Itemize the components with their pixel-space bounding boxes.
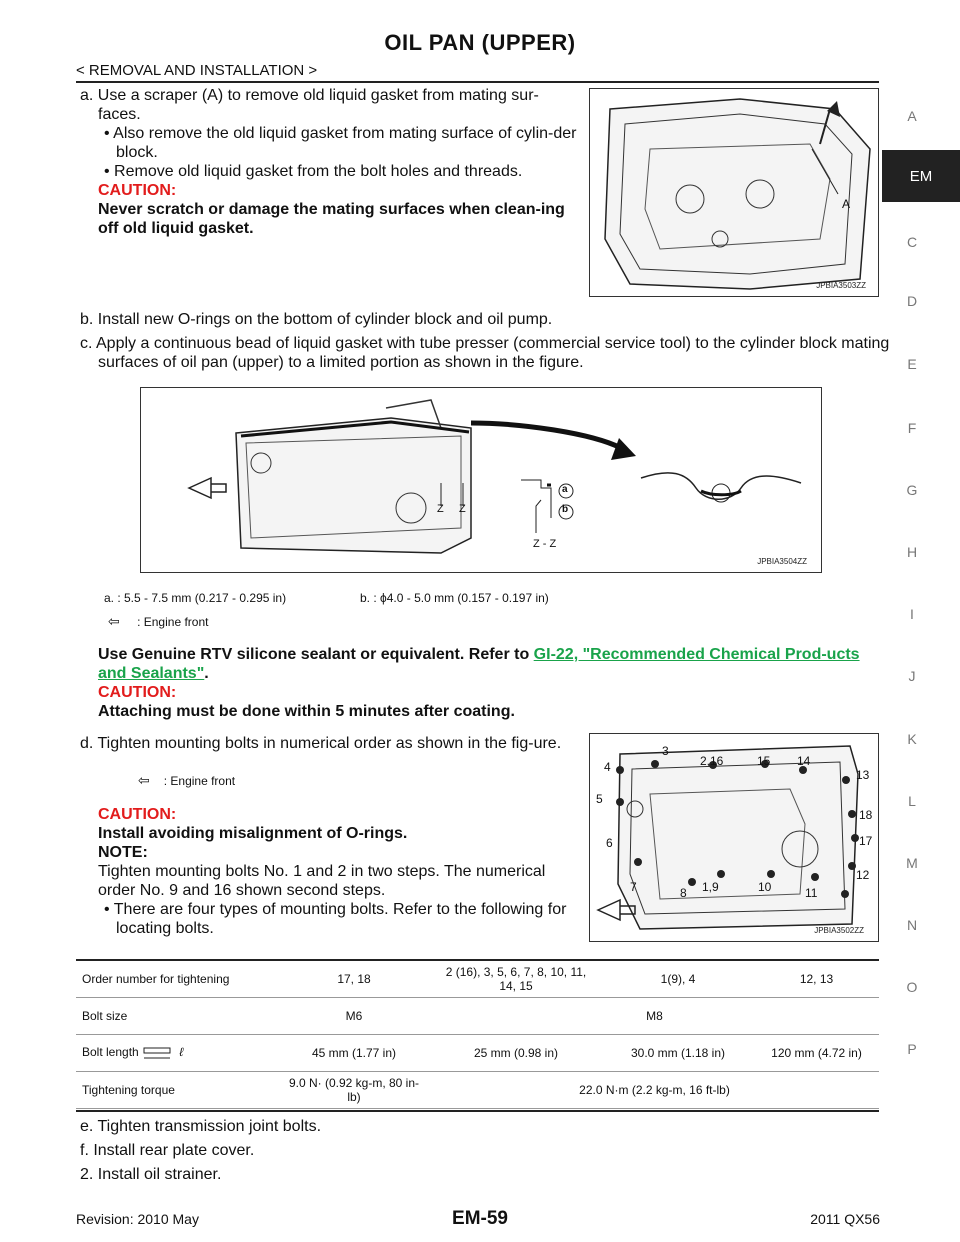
- sealant-caution-label: CAUTION:: [98, 684, 177, 701]
- sealant-period: .: [204, 665, 209, 682]
- side-index-g[interactable]: G: [906, 482, 918, 498]
- figure-3-code: JPBIA3502ZZ: [814, 926, 864, 935]
- bolt-label-18: 18: [859, 808, 873, 822]
- table-cell: Bolt size: [76, 998, 278, 1035]
- engine-front-arrow-icon: ⇦: [108, 613, 120, 629]
- table-row: [76, 1072, 879, 1109]
- bolt-label-14: 14: [797, 754, 811, 768]
- side-index-i[interactable]: I: [910, 606, 914, 622]
- table-cell: 12, 13: [754, 961, 879, 998]
- side-index-o[interactable]: O: [906, 979, 918, 995]
- bolt-label-1-9: 1,9: [702, 880, 719, 894]
- bolt-label-12: 12: [856, 868, 870, 882]
- figure-bolt-order: [589, 733, 879, 942]
- step-a-bullet-1: Also remove the old liquid gasket from mating surface of cylin-der block.: [113, 125, 577, 161]
- legend-engine-front: [108, 613, 208, 630]
- bolt-label-3: 3: [662, 744, 669, 758]
- breadcrumb: < REMOVAL AND INSTALLATION >: [76, 62, 318, 79]
- table-cell: [76, 1035, 278, 1072]
- bolt-label-2-16: 2,16: [700, 754, 724, 768]
- step-d-note-text: Tighten mounting bolts No. 1 and 2 in two steps. The numerical order No. 9 and 16 shown second steps.: [98, 863, 546, 899]
- bolt-label-13: 13: [856, 768, 870, 782]
- table-row: [76, 998, 879, 1035]
- footer-model: 2011 QX56: [810, 1211, 880, 1227]
- bolt-spec-table: [76, 961, 879, 1109]
- header-rule: [76, 81, 879, 83]
- gasket-application-drawing: [141, 388, 821, 572]
- legend-engine-front-text: : Engine front: [137, 615, 209, 629]
- side-index-d[interactable]: D: [906, 293, 918, 309]
- page-title: OIL PAN (UPPER): [384, 30, 576, 55]
- step-f: f. Install rear plate cover.: [80, 1142, 255, 1159]
- side-index-l[interactable]: L: [908, 793, 916, 809]
- side-index-e[interactable]: E: [907, 356, 917, 372]
- figure-2-code: JPBIA3504ZZ: [757, 557, 807, 566]
- page-number: EM-59: [452, 1208, 508, 1229]
- table-cell: 30.0 mm (1.18 in): [602, 1035, 754, 1072]
- bolt-label-6: 6: [606, 836, 613, 850]
- table-cell: 9.0 N· (0.92 kg-m, 80 in-lb): [278, 1072, 430, 1109]
- bolt-label-17: 17: [859, 834, 873, 848]
- step-a-text: a. Use a scraper (A) to remove old liquid gasket from mating sur-faces.: [80, 87, 539, 123]
- bolt-length-icon: [142, 1045, 176, 1061]
- table-cell: 45 mm (1.77 in): [278, 1035, 430, 1072]
- legend-b: b. : ϕ4.0 - 5.0 mm (0.157 - 0.197 in): [360, 591, 549, 605]
- table-cell: 22.0 N·m (2.2 kg-m, 16 ft-lb): [430, 1072, 879, 1109]
- step-a-caution-label: CAUTION:: [98, 182, 177, 199]
- side-index-n[interactable]: N: [906, 917, 918, 933]
- bolt-label-11: 11: [805, 886, 818, 900]
- oil-pan-scraper-drawing: [590, 89, 878, 296]
- side-index-j[interactable]: J: [908, 668, 916, 684]
- sealant-text: Use Genuine RTV silicone sealant or equivalent. Refer to: [98, 646, 534, 663]
- figure-1-label-a: A: [842, 197, 851, 211]
- bolt-order-drawing: [590, 734, 878, 941]
- sealant-instructions: [98, 645, 880, 721]
- table-cell: 1(9), 4: [602, 961, 754, 998]
- table-cell: 2 (16), 3, 5, 6, 7, 8, 10, 11, 14, 15: [430, 961, 602, 998]
- step-c: c. Apply a continuous bead of liquid gasket with tube presser (commercial service tool) to the cylinder block mating surfaces of oil pan (upper) to a limited portion as shown in the figure.: [80, 335, 890, 371]
- step-d-caution-text: Install avoiding misalignment of O-rings.: [98, 825, 408, 842]
- table-cell: 25 mm (0.98 in): [430, 1035, 602, 1072]
- step-a-bullet-2: Remove old liquid gasket from the bolt holes and threads.: [114, 163, 523, 180]
- figure-2-z-right: Z: [459, 503, 466, 515]
- step-d-text: d. Tighten mounting bolts in numerical order as shown in the fig-ure.: [80, 735, 562, 752]
- table-row: [76, 961, 879, 998]
- figure-2-label-b: b: [562, 504, 569, 515]
- table-cell: 17, 18: [278, 961, 430, 998]
- side-index-em-active[interactable]: EM: [882, 150, 960, 202]
- table-cell: Tightening torque: [76, 1072, 278, 1109]
- table-cell: M8: [430, 998, 879, 1035]
- step-a: a. Use a scraper (A) to remove old liquid gasket from mating sur-faces. • Also remove the old liquid gasket from mating surface of cylin-der block. • Remove old liquid gasket from the bolt holes and threads. CAUTION: Never scratch or damage the mating surfaces when clean-ing off old liquid gasket.: [80, 87, 577, 237]
- table-cell: M6: [278, 998, 430, 1035]
- side-index-a[interactable]: A: [907, 108, 917, 124]
- footer-revision: Revision: 2010 May: [76, 1211, 199, 1227]
- side-index-m[interactable]: M: [906, 855, 918, 871]
- table-row: [76, 1035, 879, 1072]
- bolt-label-4: 4: [604, 760, 611, 774]
- bolt-length-label: Bolt length: [82, 1045, 139, 1060]
- bolt-label-15: 15: [757, 754, 771, 768]
- step-a-caution-text: Never scratch or damage the mating surfaces when clean-ing off old liquid gasket.: [98, 201, 565, 237]
- step-b: b. Install new O-rings on the bottom of cylinder block and oil pump.: [80, 311, 553, 328]
- table-bottom-rule: [76, 1110, 879, 1112]
- step-d-engine-front: : Engine front: [163, 774, 236, 788]
- side-index-f[interactable]: F: [907, 420, 917, 436]
- figure-2-z-left: Z: [437, 503, 444, 515]
- side-index-k[interactable]: K: [907, 731, 917, 747]
- step-2: 2. Install oil strainer.: [80, 1166, 222, 1183]
- legend-a: a. : 5.5 - 7.5 mm (0.217 - 0.295 in): [104, 591, 287, 605]
- side-index-c[interactable]: C: [906, 234, 918, 250]
- step-d-bullet: There are four types of mounting bolts. Refer to the following for locating bolts.: [113, 901, 567, 937]
- table-cell: 120 mm (4.72 in): [754, 1035, 879, 1072]
- step-d-caution-label: CAUTION:: [98, 806, 177, 823]
- bolt-label-7: 7: [630, 880, 637, 894]
- sealant-caution-text: Attaching must be done within 5 minutes after coating.: [98, 703, 515, 720]
- bolt-label-8: 8: [680, 886, 687, 900]
- step-e: e. Tighten transmission joint bolts.: [80, 1118, 322, 1135]
- step-d-note-label: NOTE:: [98, 844, 148, 861]
- side-index-h[interactable]: H: [906, 544, 918, 560]
- figure-gasket-application: [140, 387, 822, 573]
- bolt-label-5: 5: [596, 792, 603, 806]
- figure-2-label-a: a: [562, 484, 568, 495]
- bolt-length-symbol: ℓ: [179, 1045, 184, 1060]
- side-index-p[interactable]: P: [907, 1041, 917, 1057]
- table-cell: Order number for tightening: [76, 961, 278, 998]
- figure-oil-pan-scraper: [589, 88, 879, 297]
- figure-1-code: JPBIA3503ZZ: [816, 281, 866, 290]
- engine-front-arrow-icon-2: ⇦: [138, 772, 150, 788]
- step-d: d. Tighten mounting bolts in numerical order as shown in the fig-ure. ⇦ : Engine front CAUTION: Install avoiding misalignment of O-rings. NOTE: Tighten mounting bolts No. 1 and 2 in two steps. The numerical order No. 9 and 16 shown second steps. • There are four types of mounting bolts. Refer to the following for locating bolts.: [80, 734, 578, 938]
- gi-22-link[interactable]: GI-22, "Recommended Chemical Prod-ucts and Sealants": [98, 646, 860, 682]
- bolt-label-10: 10: [758, 880, 772, 894]
- figure-2-section-label: Z - Z: [533, 538, 557, 550]
